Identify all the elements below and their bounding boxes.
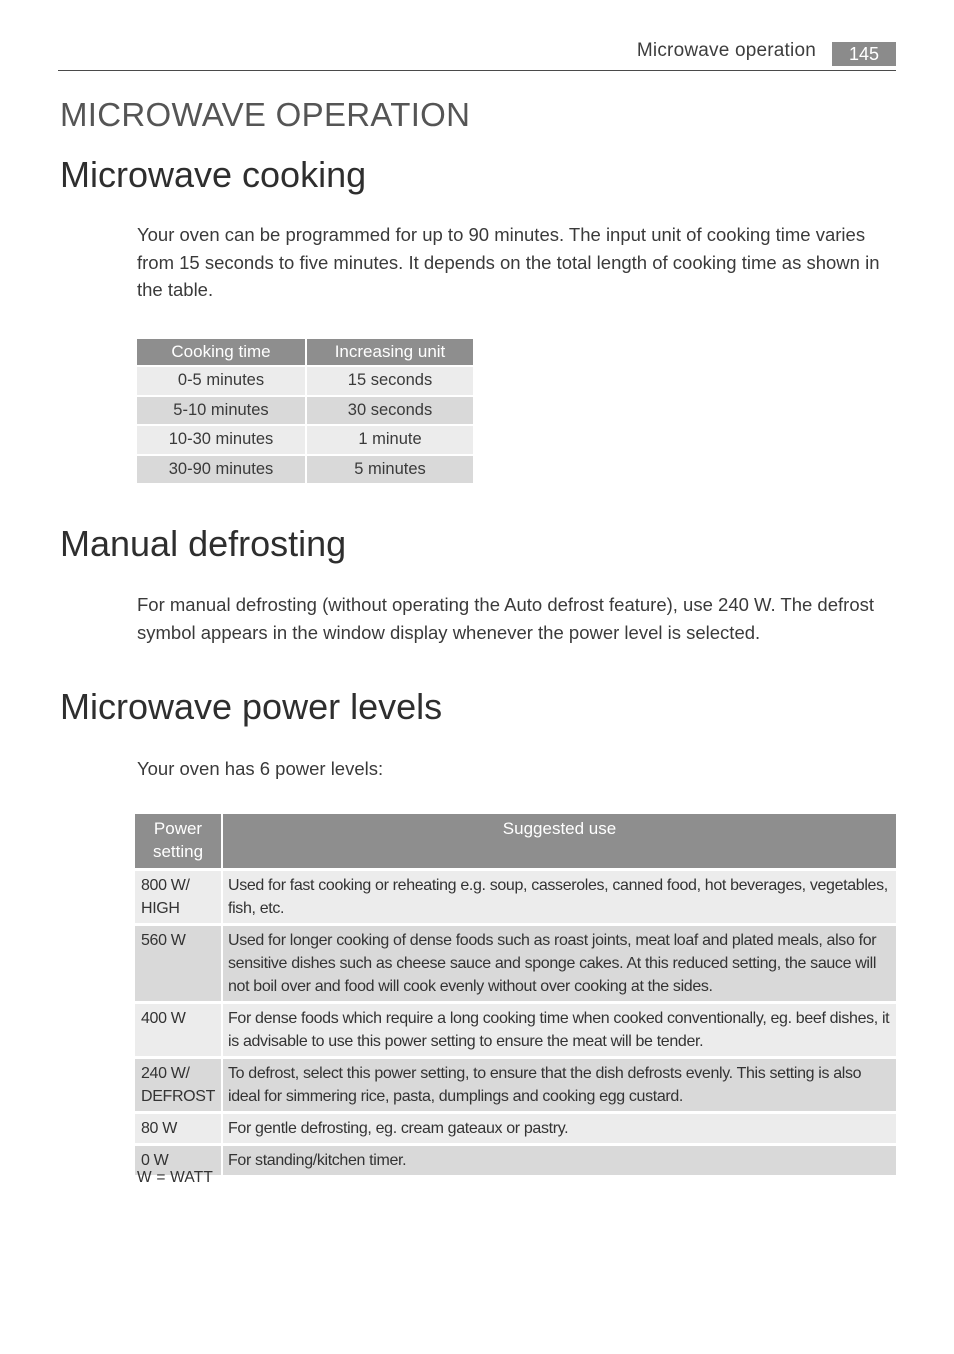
suggested-use-cell: To defrost, select this power setting, to ensure that the dish defrosts evenly. This setting is also ideal for simmering rice, pasta, dumplings and cooking egg custard. bbox=[223, 1059, 896, 1111]
heading-manual-defrosting: Manual defrosting bbox=[60, 523, 347, 564]
cooking-time-table bbox=[135, 337, 475, 485]
heading-microwave-cooking: Microwave cooking bbox=[60, 154, 367, 195]
power-levels-intro: Your oven has 6 power levels: bbox=[137, 758, 384, 779]
heading-power-levels: Microwave power levels bbox=[60, 686, 443, 727]
suggested-use-cell: For standing/kitchen timer. bbox=[223, 1146, 896, 1175]
increasing-unit-cell: 15 seconds bbox=[307, 367, 473, 395]
power-setting-cell: 560 W bbox=[135, 926, 221, 1001]
increasing-unit-cell: 1 minute bbox=[307, 426, 473, 454]
running-title: Microwave operation bbox=[636, 40, 816, 61]
table-header-cell: Increasing unit bbox=[307, 339, 473, 365]
microwave-cooking-paragraph: Your oven can be programmed for up to 90 minutes. The input unit of cooking time varies from 15 seconds to five minutes. It depends on the total length of cooking time as shown in the table. bbox=[137, 224, 880, 300]
cooking-time-cell: 30-90 minutes bbox=[137, 456, 305, 484]
table-header-row bbox=[135, 814, 896, 868]
cooking-time-cell: 0-5 minutes bbox=[137, 367, 305, 395]
table-row bbox=[135, 1114, 896, 1143]
power-setting-cell: 800 W/ HIGH bbox=[135, 871, 221, 923]
table-row bbox=[137, 397, 473, 425]
cooking-time-cell: 10-30 minutes bbox=[137, 426, 305, 454]
increasing-unit-cell: 5 minutes bbox=[307, 456, 473, 484]
increasing-unit-cell: 30 seconds bbox=[307, 397, 473, 425]
table-row bbox=[135, 1004, 896, 1056]
table-row bbox=[135, 871, 896, 923]
suggested-use-cell: For gentle defrosting, eg. cream gateaux or pastry. bbox=[223, 1114, 896, 1143]
table-row bbox=[135, 926, 896, 1001]
power-setting-cell: 80 W bbox=[135, 1114, 221, 1143]
manual-defrosting-paragraph: For manual defrosting (without operating the Auto defrost feature), use 240 W. The defrost symbol appears in the window display whenever the power level is selected. bbox=[137, 594, 874, 643]
table-row bbox=[137, 426, 473, 454]
page-number: 145 bbox=[832, 42, 896, 66]
table-header-cell: Cooking time bbox=[137, 339, 305, 365]
cooking-time-cell: 5-10 minutes bbox=[137, 397, 305, 425]
table-header-cell: Suggested use bbox=[223, 814, 896, 868]
suggested-use-cell: Used for fast cooking or reheating e.g. soup, casseroles, canned food, hot beverages, vegetables, fish, etc. bbox=[223, 871, 896, 923]
power-setting-cell: 0 W bbox=[135, 1146, 221, 1175]
footnote-watt: W = WATT bbox=[137, 1169, 214, 1186]
table-row bbox=[135, 1146, 896, 1175]
suggested-use-cell: For dense foods which require a long cooking time when cooked conventionally, eg. beef dishes, it is advisable to use this power setting to ensure the meat will be tender. bbox=[223, 1004, 896, 1056]
suggested-use-cell: Used for longer cooking of dense foods such as roast joints, meat loaf and plated meals, also for sensitive dishes such as cheese sauce and sponge cakes. At this reduced setting, the sauce will not boil over and food will cook evenly without over cooking at the sides. bbox=[223, 926, 896, 1001]
running-header bbox=[58, 38, 896, 71]
table-header-row bbox=[137, 339, 473, 365]
table-row bbox=[135, 1059, 896, 1111]
power-setting-cell: 240 W/ DEFROST bbox=[135, 1059, 221, 1111]
table-row bbox=[137, 367, 473, 395]
power-levels-table bbox=[133, 811, 898, 1178]
table-row bbox=[137, 456, 473, 484]
section-title: MICROWAVE OPERATION bbox=[60, 96, 471, 133]
table-header-cell: Power setting bbox=[135, 814, 221, 868]
power-setting-cell: 400 W bbox=[135, 1004, 221, 1056]
